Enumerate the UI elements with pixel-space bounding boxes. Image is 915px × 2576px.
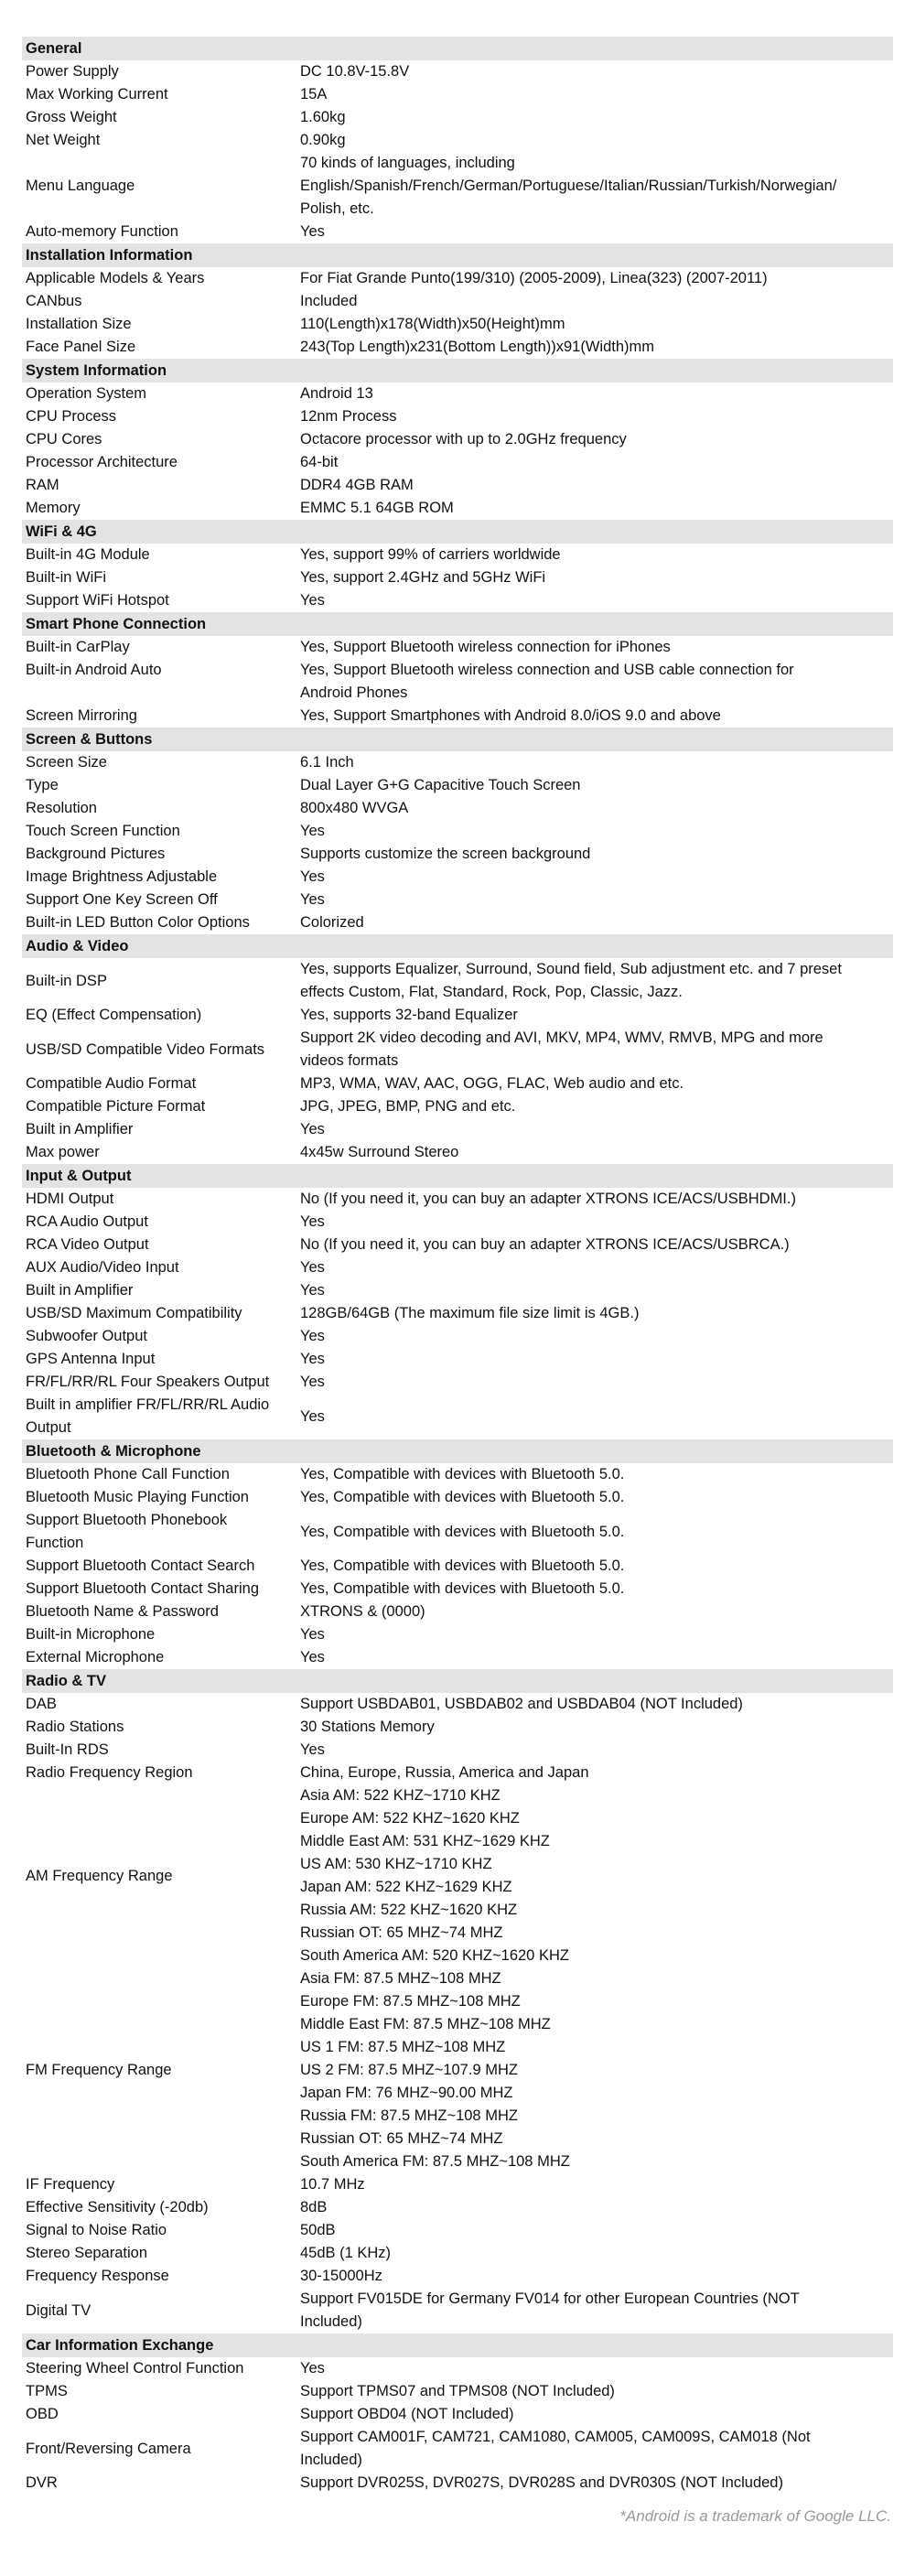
spec-label: Support Bluetooth Contact Search bbox=[26, 1557, 255, 1574]
spec-value: Support USBDAB01, USBDAB02 and USBDAB04 (NOT Included) bbox=[300, 1696, 743, 1712]
spec-row bbox=[22, 1325, 893, 1348]
section-header: Screen & Buttons bbox=[22, 728, 893, 751]
spec-value: Yes, Compatible with devices with Bluetooth 5.0. bbox=[300, 1466, 625, 1482]
spec-row bbox=[22, 1095, 893, 1118]
spec-label: FM Frequency Range bbox=[26, 2062, 172, 2078]
spec-value: 30-15000Hz bbox=[300, 2268, 382, 2284]
spec-label: Built in amplifier FR/FL/RR/RL Audio Output bbox=[26, 1396, 270, 1436]
section-header: General bbox=[22, 37, 893, 60]
spec-value: Yes bbox=[300, 1741, 325, 1758]
section-header: Smart Phone Connection bbox=[22, 612, 893, 636]
spec-value: Yes, Support Bluetooth wireless connection and USB cable connection for Android Phones bbox=[300, 662, 794, 701]
spec-value: 8dB bbox=[300, 2199, 328, 2215]
spec-label: AM Frequency Range bbox=[26, 1867, 173, 1884]
spec-value: Yes bbox=[300, 1626, 325, 1643]
spec-value: Yes bbox=[300, 1328, 325, 1344]
spec-row bbox=[22, 1486, 893, 1509]
spec-value: 10.7 MHz bbox=[300, 2176, 365, 2193]
spec-value: JPG, JPEG, BMP, PNG and etc. bbox=[300, 1098, 516, 1115]
spec-row bbox=[22, 221, 893, 243]
spec-row bbox=[22, 705, 893, 728]
spec-label: Built in Amplifier bbox=[26, 1121, 134, 1137]
spec-label: Built in Amplifier bbox=[26, 1282, 134, 1299]
spec-row bbox=[22, 1623, 893, 1646]
spec-label: Gross Weight bbox=[26, 109, 117, 125]
spec-row bbox=[22, 2403, 893, 2426]
spec-label: Applicable Models & Years bbox=[26, 270, 205, 286]
spec-row bbox=[22, 566, 893, 589]
spec-row bbox=[22, 589, 893, 612]
spec-label: Radio Frequency Region bbox=[26, 1764, 193, 1781]
spec-row bbox=[22, 958, 893, 1004]
spec-value: China, Europe, Russia, America and Japan bbox=[300, 1764, 589, 1781]
spec-row bbox=[22, 866, 893, 889]
spec-label: Compatible Picture Format bbox=[26, 1098, 206, 1115]
spec-row bbox=[22, 83, 893, 106]
spec-value: Yes bbox=[300, 1259, 325, 1276]
spec-label: GPS Antenna Input bbox=[26, 1351, 156, 1367]
spec-value: Dual Layer G+G Capacitive Touch Screen bbox=[300, 777, 581, 793]
spec-row bbox=[22, 843, 893, 866]
trademark-footnote: *Android is a trademark of Google LLC. bbox=[619, 2507, 891, 2525]
spec-row bbox=[22, 1555, 893, 1578]
spec-row bbox=[22, 497, 893, 520]
spec-value: Yes, supports Equalizer, Surround, Sound field, Sub adjustment etc. and 7 preset effects Custom, Flat, Standard, Rock, Pop, Classic, Jazz. bbox=[300, 961, 842, 1000]
spec-value: XTRONS & (0000) bbox=[300, 1603, 425, 1620]
spec-value: Support 2K video decoding and AVI, MKV, MP4, WMV, RMVB, MPG and more videos formats bbox=[300, 1029, 824, 1069]
spec-label: Bluetooth Name & Password bbox=[26, 1603, 219, 1620]
spec-row bbox=[22, 1188, 893, 1211]
spec-row bbox=[22, 428, 893, 451]
spec-row bbox=[22, 797, 893, 820]
spec-value: 15A bbox=[300, 86, 328, 102]
spec-value: Support TPMS07 and TPMS08 (NOT Included) bbox=[300, 2383, 615, 2399]
spec-row bbox=[22, 1784, 893, 1967]
spec-label: Background Pictures bbox=[26, 846, 166, 862]
spec-label: Digital TV bbox=[26, 2301, 92, 2319]
spec-row bbox=[22, 1693, 893, 1716]
spec-label: Radio Stations bbox=[26, 1719, 124, 1735]
spec-value: 4x45w Surround Stereo bbox=[300, 1144, 459, 1160]
spec-label: Signal to Noise Ratio bbox=[26, 2222, 167, 2238]
spec-row bbox=[22, 820, 893, 843]
spec-row bbox=[22, 2380, 893, 2403]
spec-row bbox=[22, 2219, 893, 2242]
spec-value: Yes, Compatible with devices with Bluetooth 5.0. bbox=[300, 1489, 625, 1505]
spec-row bbox=[22, 911, 893, 934]
spec-label: Steering Wheel Control Function bbox=[26, 2360, 244, 2377]
spec-value: Asia FM: 87.5 MHZ~108 MHZ Europe FM: 87.5 MHZ~108 MHZ Middle East FM: 87.5 MHZ~108 MHZ US 1 FM: 87.5 MHZ~108 MHZ US 2 FM: 87.5 MHZ~107.9 MHZ Japan FM: 76 MHZ~90.00 MHZ Russia FM: 87.5 MHZ~108 MHZ Russian OT: 65 MHZ~74 MHZ South America FM: 87.5 MHZ~108 MHZ bbox=[300, 1970, 570, 2170]
spec-value: 12nm Process bbox=[300, 408, 397, 425]
spec-value: Yes bbox=[300, 1121, 325, 1137]
spec-value: 243(Top Length)x231(Bottom Length))x91(Width)mm bbox=[300, 339, 655, 355]
spec-value: Yes bbox=[300, 2360, 325, 2377]
spec-value: No (If you need it, you can buy an adapter XTRONS ICE/ACS/USBHDMI.) bbox=[300, 1191, 796, 1207]
spec-label: Support WiFi Hotspot bbox=[26, 592, 169, 609]
spec-value: 6.1 Inch bbox=[300, 754, 354, 771]
spec-label: Built-in DSP bbox=[26, 972, 107, 989]
spec-row bbox=[22, 1394, 893, 1439]
spec-row bbox=[22, 1463, 893, 1486]
spec-row bbox=[22, 1118, 893, 1141]
spec-value: Support CAM001F, CAM721, CAM1080, CAM005, CAM009S, CAM018 (Not Included) bbox=[300, 2429, 811, 2468]
spec-value: Yes, Support Bluetooth wireless connection for iPhones bbox=[300, 639, 671, 655]
spec-label: Subwoofer Output bbox=[26, 1328, 147, 1344]
spec-value: Colorized bbox=[300, 914, 364, 931]
spec-value: 1.60kg bbox=[300, 109, 346, 125]
spec-row bbox=[22, 1004, 893, 1027]
spec-row bbox=[22, 1348, 893, 1371]
spec-label: Resolution bbox=[26, 800, 97, 816]
spec-value: Yes, support 99% of carriers worldwide bbox=[300, 546, 561, 563]
spec-row bbox=[22, 2288, 893, 2333]
spec-row bbox=[22, 1371, 893, 1394]
spec-label: DAB bbox=[26, 1696, 57, 1712]
spec-label: IF Frequency bbox=[26, 2176, 115, 2193]
spec-value: Supports customize the screen background bbox=[300, 846, 591, 862]
spec-row bbox=[22, 751, 893, 774]
spec-table bbox=[22, 37, 893, 2495]
spec-value: 800x480 WVGA bbox=[300, 800, 409, 816]
spec-label: Operation System bbox=[26, 385, 147, 402]
spec-row bbox=[22, 2426, 893, 2472]
spec-label: HDMI Output bbox=[26, 1191, 114, 1207]
spec-label: Touch Screen Function bbox=[26, 823, 180, 839]
spec-label: Stereo Separation bbox=[26, 2245, 148, 2261]
section-header: Radio & TV bbox=[22, 1669, 893, 1693]
spec-label: CPU Cores bbox=[26, 431, 102, 447]
spec-value: 50dB bbox=[300, 2222, 336, 2238]
spec-value: Yes bbox=[300, 1649, 325, 1665]
spec-value: Yes bbox=[300, 868, 325, 885]
spec-row bbox=[22, 267, 893, 290]
spec-value: Octacore processor with up to 2.0GHz frequency bbox=[300, 431, 627, 447]
spec-label: CANbus bbox=[26, 293, 82, 309]
spec-value: Included bbox=[300, 293, 358, 309]
spec-value: Support FV015DE for Germany FV014 for other European Countries (NOT Included) bbox=[300, 2290, 800, 2330]
spec-label: Bluetooth Phone Call Function bbox=[26, 1466, 230, 1482]
spec-label: Net Weight bbox=[26, 132, 101, 148]
spec-value: Yes bbox=[300, 1282, 325, 1299]
spec-value: DC 10.8V-15.8V bbox=[300, 63, 410, 80]
spec-label: External Microphone bbox=[26, 1649, 165, 1665]
spec-label: Support Bluetooth Contact Sharing bbox=[26, 1580, 260, 1597]
spec-value: Yes, Compatible with devices with Bluetooth 5.0. bbox=[300, 1523, 625, 1540]
spec-value: 110(Length)x178(Width)x50(Height)mm bbox=[300, 316, 565, 332]
spec-label: Type bbox=[26, 777, 59, 793]
spec-label: Auto-memory Function bbox=[26, 223, 178, 240]
spec-label: Screen Mirroring bbox=[26, 707, 137, 724]
spec-row bbox=[22, 290, 893, 313]
spec-value: Android 13 bbox=[300, 385, 373, 402]
spec-label: Support Bluetooth Phonebook Function bbox=[26, 1512, 228, 1551]
spec-row bbox=[22, 1578, 893, 1601]
spec-label: EQ (Effect Compensation) bbox=[26, 1007, 202, 1023]
spec-row bbox=[22, 1256, 893, 1279]
spec-label: Installation Size bbox=[26, 316, 132, 332]
section-header: Installation Information bbox=[22, 243, 893, 267]
section-header: Input & Output bbox=[22, 1164, 893, 1188]
spec-row bbox=[22, 1211, 893, 1234]
spec-row bbox=[22, 60, 893, 83]
spec-value: For Fiat Grande Punto(199/310) (2005-2009), Linea(323) (2007-2011) bbox=[300, 270, 768, 286]
spec-label: CPU Process bbox=[26, 408, 117, 425]
spec-value: Yes bbox=[300, 1213, 325, 1230]
spec-row bbox=[22, 383, 893, 405]
spec-row bbox=[22, 2242, 893, 2265]
spec-row bbox=[22, 129, 893, 152]
spec-value: Support DVR025S, DVR027S, DVR028S and DVR030S (NOT Included) bbox=[300, 2474, 783, 2491]
spec-label: USB/SD Maximum Compatibility bbox=[26, 1305, 242, 1321]
spec-label: Power Supply bbox=[26, 63, 119, 80]
spec-value: EMMC 5.1 64GB ROM bbox=[300, 500, 454, 516]
spec-row bbox=[22, 1234, 893, 1256]
section-header: Car Information Exchange bbox=[22, 2333, 893, 2357]
spec-row bbox=[22, 2472, 893, 2495]
spec-label: DVR bbox=[26, 2474, 58, 2491]
spec-value: 45dB (1 KHz) bbox=[300, 2245, 392, 2261]
spec-label: RAM bbox=[26, 477, 59, 493]
spec-label: Support One Key Screen Off bbox=[26, 891, 218, 908]
spec-row bbox=[22, 636, 893, 659]
spec-value: Yes bbox=[300, 1351, 325, 1367]
spec-value: DDR4 4GB RAM bbox=[300, 477, 414, 493]
spec-label: Max power bbox=[26, 1144, 100, 1160]
spec-value: 64-bit bbox=[300, 454, 339, 470]
spec-row bbox=[22, 451, 893, 474]
spec-row bbox=[22, 659, 893, 705]
spec-label: Face Panel Size bbox=[26, 339, 136, 355]
spec-value: MP3, WMA, WAV, AAC, OGG, FLAC, Web audio and etc. bbox=[300, 1075, 684, 1092]
section-header: System Information bbox=[22, 359, 893, 383]
spec-row bbox=[22, 2265, 893, 2288]
spec-label: Compatible Audio Format bbox=[26, 1075, 197, 1092]
spec-value: Yes, supports 32-band Equalizer bbox=[300, 1007, 518, 1023]
section-header: WiFi & 4G bbox=[22, 520, 893, 544]
spec-row bbox=[22, 1739, 893, 1762]
spec-row bbox=[22, 1302, 893, 1325]
spec-value: Yes bbox=[300, 1374, 325, 1390]
spec-row bbox=[22, 1646, 893, 1669]
spec-value: Yes bbox=[300, 891, 325, 908]
spec-value: 30 Stations Memory bbox=[300, 1719, 435, 1735]
spec-label: Built-in Microphone bbox=[26, 1626, 156, 1643]
spec-label: OBD bbox=[26, 2406, 59, 2422]
spec-label: RCA Audio Output bbox=[26, 1213, 148, 1230]
spec-value: Yes, Support Smartphones with Android 8.0/iOS 9.0 and above bbox=[300, 707, 721, 724]
spec-row bbox=[22, 544, 893, 566]
spec-value: 0.90kg bbox=[300, 132, 346, 148]
spec-row bbox=[22, 313, 893, 336]
spec-row bbox=[22, 2196, 893, 2219]
spec-row bbox=[22, 2173, 893, 2196]
spec-row bbox=[22, 474, 893, 497]
spec-value: 70 kinds of languages, including English/Spanish/French/German/Portuguese/Italian/Russian/Turkish/Norwegian/ Polish, etc. bbox=[300, 155, 837, 217]
spec-label: Front/Reversing Camera bbox=[26, 2440, 191, 2457]
spec-row bbox=[22, 1967, 893, 2173]
spec-label: AUX Audio/Video Input bbox=[26, 1259, 179, 1276]
spec-row bbox=[22, 1762, 893, 1784]
spec-row bbox=[22, 336, 893, 359]
spec-row bbox=[22, 1509, 893, 1555]
spec-label: Built-in CarPlay bbox=[26, 639, 130, 655]
spec-row bbox=[22, 1141, 893, 1164]
spec-row bbox=[22, 152, 893, 221]
spec-row bbox=[22, 1716, 893, 1739]
spec-label: Image Brightness Adjustable bbox=[26, 868, 218, 885]
spec-row bbox=[22, 405, 893, 428]
spec-label: Processor Architecture bbox=[26, 454, 178, 470]
spec-value: Yes bbox=[300, 592, 325, 609]
spec-value: No (If you need it, you can buy an adapter XTRONS ICE/ACS/USBRCA.) bbox=[300, 1236, 790, 1253]
spec-label: Screen Size bbox=[26, 754, 107, 771]
spec-label: Built-in LED Button Color Options bbox=[26, 914, 250, 931]
spec-value: Support OBD04 (NOT Included) bbox=[300, 2406, 514, 2422]
spec-value: Yes bbox=[300, 223, 325, 240]
spec-label: RCA Video Output bbox=[26, 1236, 149, 1253]
spec-value: 128GB/64GB (The maximum file size limit is 4GB.) bbox=[300, 1305, 640, 1321]
spec-label: Memory bbox=[26, 500, 81, 516]
spec-row bbox=[22, 889, 893, 911]
spec-value: Yes bbox=[300, 1407, 325, 1425]
spec-label: Menu Language bbox=[26, 178, 135, 194]
spec-label: Effective Sensitivity (-20db) bbox=[26, 2199, 209, 2215]
spec-label: Bluetooth Music Playing Function bbox=[26, 1489, 249, 1505]
spec-label: USB/SD Compatible Video Formats bbox=[26, 1040, 265, 1058]
spec-value: Yes, support 2.4GHz and 5GHz WiFi bbox=[300, 569, 546, 586]
spec-value: Yes, Compatible with devices with Bluetooth 5.0. bbox=[300, 1580, 625, 1597]
spec-value: Yes, Compatible with devices with Bluetooth 5.0. bbox=[300, 1557, 625, 1574]
section-header: Audio & Video bbox=[22, 934, 893, 958]
spec-row bbox=[22, 774, 893, 797]
spec-value: Asia AM: 522 KHZ~1710 KHZ Europe AM: 522 KHZ~1620 KHZ Middle East AM: 531 KHZ~1629 KHZ US AM: 530 KHZ~1710 KHZ Japan AM: 522 KHZ~1629 KHZ Russia AM: 522 KHZ~1620 KHZ Russian OT: 65 MHZ~74 MHZ South America AM: 520 KHZ~1620 KHZ bbox=[300, 1787, 569, 1964]
spec-label: FR/FL/RR/RL Four Speakers Output bbox=[26, 1374, 270, 1390]
spec-label: Max Working Current bbox=[26, 86, 168, 102]
spec-label: Built-in 4G Module bbox=[26, 546, 150, 563]
spec-label: TPMS bbox=[26, 2383, 68, 2399]
spec-row bbox=[22, 1072, 893, 1095]
spec-row bbox=[22, 1601, 893, 1623]
spec-row bbox=[22, 106, 893, 129]
spec-row bbox=[22, 1279, 893, 1302]
spec-label: Built-in Android Auto bbox=[26, 662, 162, 678]
spec-value: Yes bbox=[300, 823, 325, 839]
spec-label: Built-in WiFi bbox=[26, 569, 107, 586]
section-header: Bluetooth & Microphone bbox=[22, 1439, 893, 1463]
spec-row bbox=[22, 2357, 893, 2380]
spec-label: Frequency Response bbox=[26, 2268, 169, 2284]
spec-label: Built-In RDS bbox=[26, 1741, 109, 1758]
spec-row bbox=[22, 1027, 893, 1072]
